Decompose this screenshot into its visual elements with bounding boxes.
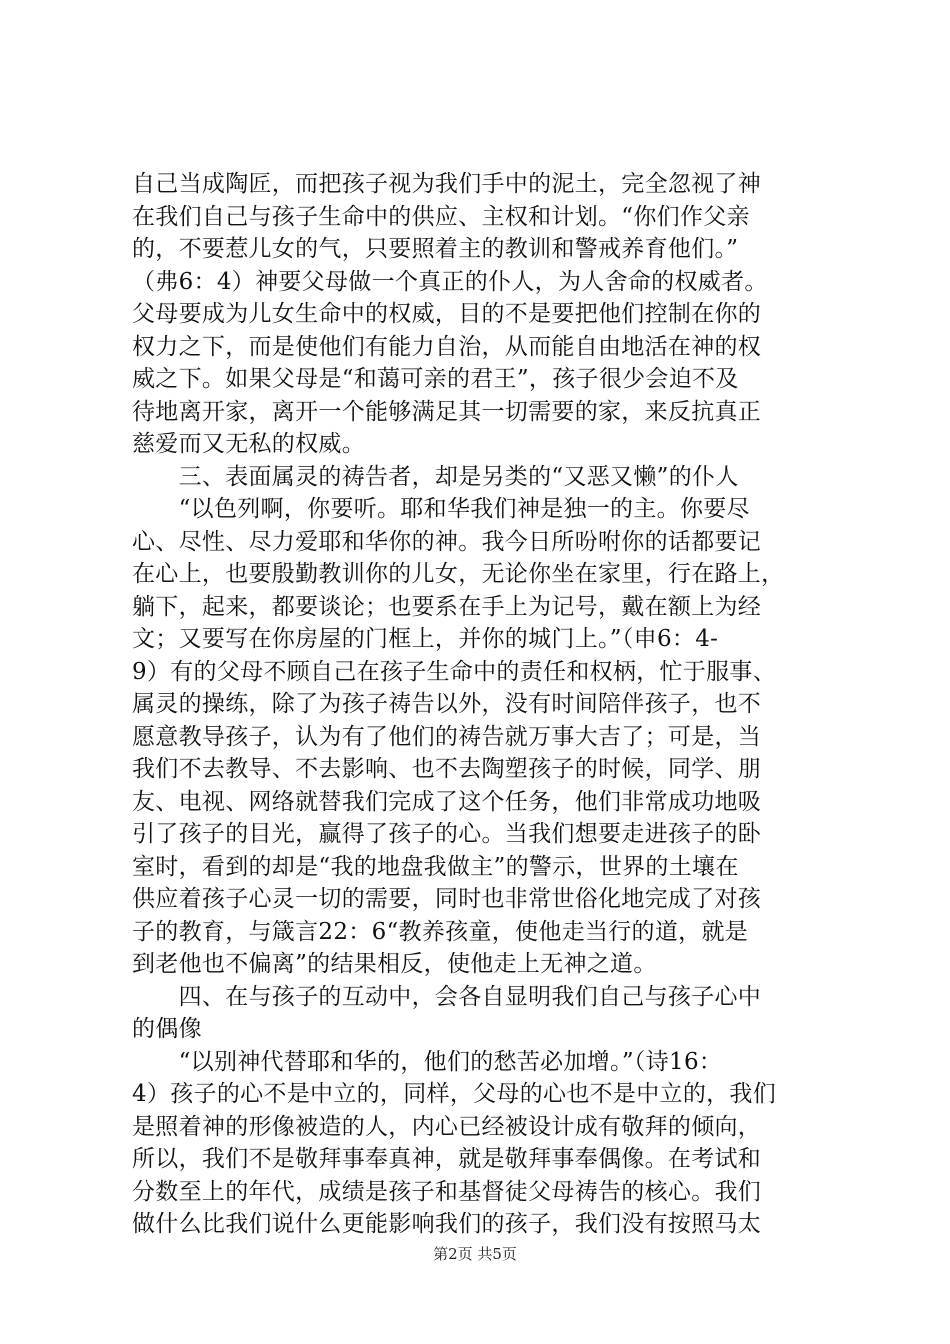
- text-line: 做什么比我们说什么更能影响我们的孩子，我们没有按照马太: [132, 1211, 762, 1237]
- text-line: 4）孩子的心不是中立的，同样，父母的心也不是中立的，我们: [132, 1081, 777, 1107]
- text-line: 威之下。如果父母是“和蔼可亲的君王”，孩子很少会迫不及: [132, 366, 739, 392]
- page-footer: [0, 1243, 950, 1264]
- page-number-label: 第2页 共5页: [433, 1245, 517, 1263]
- document-body: [132, 168, 832, 1241]
- text-line: （弗6：4）神要父母做一个真正的仆人，为人舍命的权威者。: [132, 268, 768, 295]
- text-line: 是照着神的形像被造的人，内心已经被设计成有敬拜的倾向，: [132, 1113, 762, 1140]
- text-line: 友、电视、网络就替我们完成了这个任务，他们非常成功地吸: [132, 788, 762, 815]
- text-line: 慈爱而又无私的权威。: [132, 431, 365, 457]
- text-line: 所以，我们不是敬拜事奉真神，就是敬拜事奉偶像。在考试和: [132, 1146, 762, 1172]
- text-line: 分数至上的年代，成绩是孩子和基督徒父母祷告的核心。我们: [132, 1178, 762, 1205]
- text-line: 心、尽性、尽力爱耶和华你的神。我今日所吩咐你的话都要记: [132, 528, 762, 555]
- text-line: 在我们自己与孩子生命中的供应、主权和计划。“你们作父亲: [132, 203, 750, 230]
- section-heading-continued: 的偶像: [132, 1016, 202, 1042]
- section-heading: 三、表面属灵的祷告者，却是另类的“又恶又懒”的仆人: [132, 463, 739, 490]
- text-line: 室时，看到的却是“我的地盘我做主”的警示，世界的土壤在: [132, 853, 739, 880]
- text-line: 供应着孩子心灵一切的需要，同时也非常世俗化地完成了对孩: [132, 886, 762, 912]
- text-line: 在心上，也要殷勤教训你的儿女，无论你坐在家里，行在路上，: [132, 561, 785, 587]
- text-line: 躺下，起来，都要谈论；也要系在手上为记号，戴在额上为经: [132, 593, 762, 620]
- text-line: 我们不去教导、不去影响、也不去陶塑孩子的时候，同学、朋: [132, 756, 762, 782]
- text-line: 权力之下，而是使他们有能力自治，从而能自由地活在神的权: [132, 333, 762, 360]
- text-line: “以色列啊，你要听。耶和华我们神是独一的主。你要尽: [132, 496, 750, 522]
- text-line: 待地离开家，离开一个能够满足其一切需要的家，来反抗真正: [132, 398, 762, 425]
- text-line: 子的教育，与箴言22：6“教养孩童，使他走当行的道，就是: [132, 918, 749, 945]
- text-line: 的，不要惹儿女的气，只要照着主的教训和警戒养育他们。”: [132, 236, 739, 262]
- text-line: 自己当成陶匠，而把孩子视为我们手中的泥土，完全忽视了神: [132, 171, 762, 197]
- text-line: 愿意教导孩子，认为有了他们的祷告就万事大吉了；可是，当: [132, 723, 762, 750]
- text-line: 到老他也不偏离”的结果相反，使他走上无神之道。: [132, 951, 657, 977]
- text-line: 属灵的操练，除了为孩子祷告以外，没有时间陪伴孩子，也不: [132, 691, 762, 717]
- text-line: 文；又要写在你房屋的门框上，并你的城门上。”（申6：4-: [132, 626, 719, 652]
- section-heading: 四、在与孩子的互动中，会各自显明我们自己与孩子心中: [132, 983, 762, 1010]
- text-line: “以别神代替耶和华的，他们的愁苦必加增。”（诗16：: [132, 1048, 723, 1075]
- text-line: 9）有的父母不顾自己在孩子生命中的责任和权柄，忙于服事、: [132, 658, 777, 685]
- text-line: 父母要成为儿女生命中的权威，目的不是要把他们控制在你的: [132, 301, 762, 327]
- text-line: 引了孩子的目光，赢得了孩子的心。当我们想要走进孩子的卧: [132, 821, 762, 847]
